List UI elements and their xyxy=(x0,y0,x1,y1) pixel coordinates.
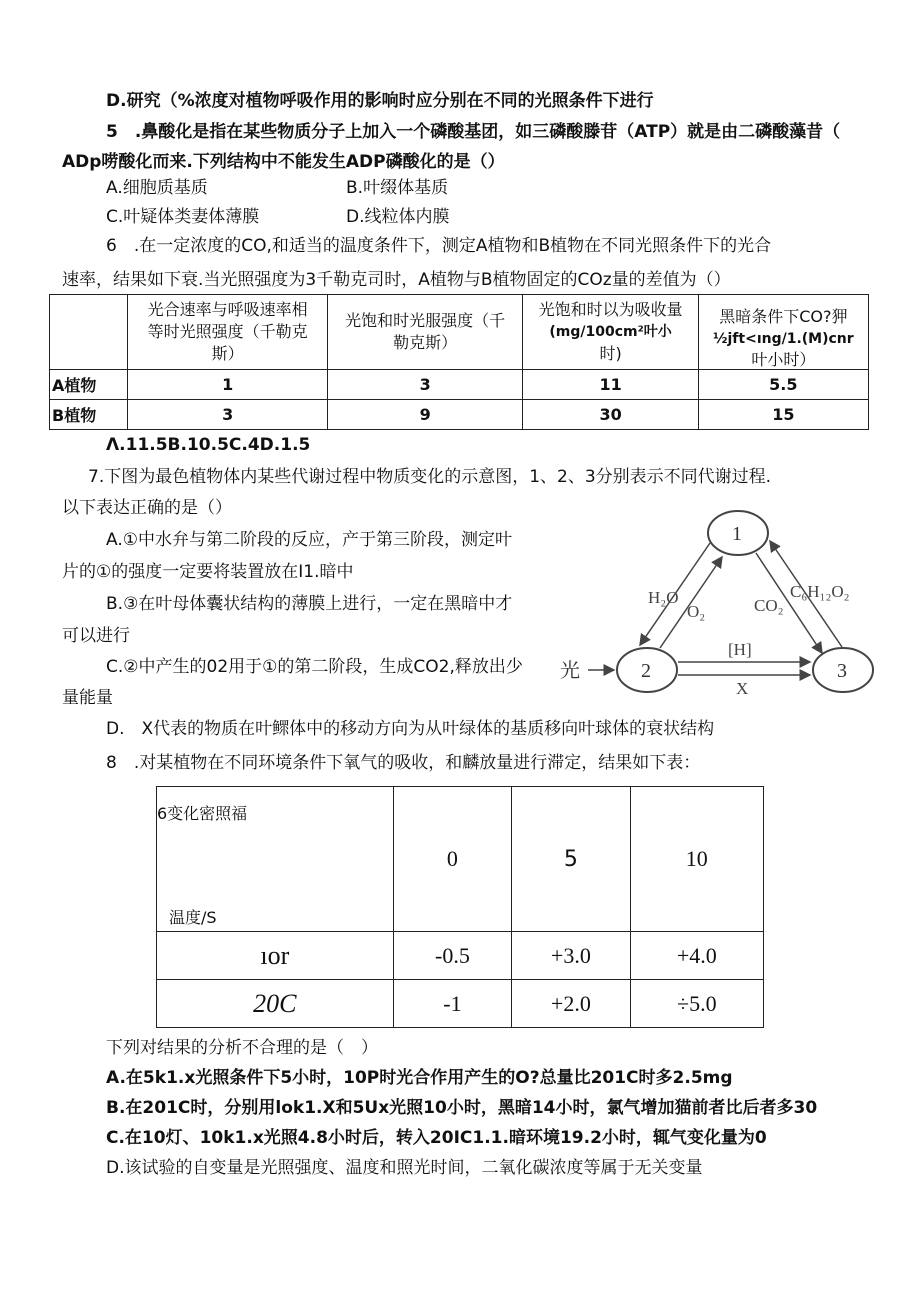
q7-option-b-2: 可以进行 xyxy=(62,626,130,646)
q8-option-c: C.在10灯、10k1.x光照4.8小时后，转入20IC1.1.暗环境19.2小时，辄气变化量为0 xyxy=(106,1128,767,1148)
q5-option-b: B.叶缀体基质 xyxy=(346,178,449,198)
q7-option-a-1: A.①中水弁与第二阶段的反应，产于第三阶段，测定叶 xyxy=(106,530,512,550)
q7-option-c-2: 量能量 xyxy=(62,688,113,708)
question-7-stem: 7.下图为最色植物体内某些代谢过程中物质变化的示意图，1、2、3分别表示不同代谢过程. xyxy=(88,467,772,487)
metabolism-diagram xyxy=(560,505,880,705)
question-6-choices: Λ.11.5B.10.5C.4D.1.5 xyxy=(106,435,311,455)
q8-option-b: B.在201C时，分别用lok1.X和5Ux光照10小时，黑暗14小时，氯气增加猫前者比后者多30 xyxy=(106,1098,818,1118)
table1-header-1: 光合速率与呼吸速率相 等时光照强度（千勒克 斯） xyxy=(128,295,327,370)
line-option-d-prev: D.研究（%浓度对植物呼吸作用的影响时应分别在不同的光照条件下进行 xyxy=(106,91,654,111)
table-row: ıor -0.5 +3.0 +4.0 xyxy=(157,932,764,980)
table1-corner xyxy=(50,295,128,370)
q7-option-c-1: C.②中产生的02用于①的第二阶段，生成CO2,释放出少 xyxy=(106,657,523,677)
h-label: [H] xyxy=(728,640,752,659)
co2-label: CO₂ xyxy=(754,596,784,615)
table1-header-3: 光饱和时以为吸收量 (mg/100cm²叶小 时) xyxy=(523,295,698,370)
table1-header-4: 黑暗条件下CO?狎 ½jft<ıng/1.(M)cnr 叶小时） xyxy=(698,295,868,370)
q5-option-d: D.线粒体内膜 xyxy=(346,207,450,227)
table-row: 20C -1 +2.0 ÷5.0 xyxy=(157,980,764,1028)
table-row: A植物 1 3 11 5.5 xyxy=(50,370,869,400)
question-8-question: 下列对结果的分析不合理的是（ ） xyxy=(106,1038,378,1058)
glucose-label: C₆H₁₂O₂ xyxy=(790,582,850,601)
question-5-stem: 5 .鼻酸化是指在某些物质分子上加入一个磷酸基团，如三磷酸滕苷（ATP）就是由二磷酸藻昔（ xyxy=(106,122,841,142)
o2-label: O₂ xyxy=(687,602,706,621)
q8-option-a: A.在5k1.x光照条件下5小时，10P时光合作用产生的O?总量比201C时多2.5mg xyxy=(106,1068,733,1088)
process-1-label: 1 xyxy=(732,523,742,545)
q7-option-b-1: B.③在叶母体囊状结构的薄膜上进行，一定在黑暗中才 xyxy=(106,594,513,614)
oxygen-table: 6变化密照福 温度/S 0 5 10 ıor -0.5 +3.0 +4.0 20C -1 +2.0 ÷5.0 xyxy=(156,786,764,1028)
table-row: B植物 3 9 30 15 xyxy=(50,400,869,430)
question-7-stem-2: 以下表达正确的是（） xyxy=(62,498,232,518)
process-3-label: 3 xyxy=(837,660,847,682)
process-2-label: 2 xyxy=(641,660,651,682)
table2-corner: 6变化密照福 温度/S xyxy=(157,787,394,932)
q5-option-c: C.叶疑体类妻体薄膜 xyxy=(106,207,260,227)
question-8-stem: 8 .对某植物在不同环境条件下氧气的吸收，和麟放量进行滞定，结果如下表： xyxy=(106,753,701,773)
question-5-stem-2: ADp唠酸化而来.下列结构中不能发生ADP磷酸化的是（） xyxy=(62,152,505,172)
q7-option-d: D. X代表的物质在叶鳏体中的移动方向为从叶绿体的基质移向叶球体的衰状结构 xyxy=(106,719,715,739)
photosynthesis-table xyxy=(49,294,869,430)
q7-option-a-2: 片的①的强度一定要将装置放在I1.暗中 xyxy=(62,562,354,582)
question-6-stem-2: 速率，结果如下衰.当光照强度为3千勒克司时，A植物与B植物固定的COz量的差值为（） xyxy=(62,270,731,290)
table1-header-2: 光饱和时光服强度（千 勒克斯） xyxy=(327,295,523,370)
q8-option-d: D.该试验的自变量是光照强度、温度和照光时间，二氧化碳浓度等属于无关变量 xyxy=(106,1158,703,1178)
q5-option-a: A.细胞质基质 xyxy=(106,178,208,198)
x-label: X xyxy=(736,679,749,698)
question-6-stem: 6 .在一定浓度的CO,和适当的温度条件下，测定A植物和B植物在不同光照条件下的光合 xyxy=(106,236,772,256)
light-label: 光 xyxy=(560,660,580,682)
h2o-label: H₂O xyxy=(648,588,679,607)
